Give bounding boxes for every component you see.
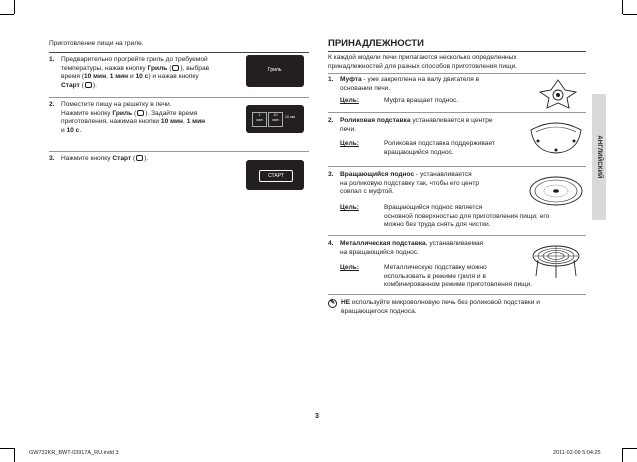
step-1-text: Предварительно прогрейте гриль до требуемой температуры, нажав кнопку Гриль ( ), выбрав время (10 мин, 1 мин и 10 с) и нажав кнопку Старт ( ). (61, 56, 210, 89)
left-intro: Приготовление пищи на гриле. (49, 40, 144, 47)
grill-symbol-icon (172, 65, 179, 71)
item-1-text: Муфта - уже закреплена на валу двигателя в основании печи. (340, 76, 480, 92)
footer-date: 2011-02-09 5:04:25 (553, 450, 601, 456)
section-heading: ПРИНАДЛЕЖНОСТИ (328, 38, 424, 49)
key-10min: 10 мин (268, 112, 283, 127)
item-number: 1. (328, 76, 334, 83)
divider (328, 112, 586, 113)
key-10sec: 10 сек (285, 115, 296, 119)
item-2-text: Роликовая подставка устанавливается в центре печи. (340, 117, 493, 133)
start-symbol-icon (85, 82, 92, 88)
item-number: 3. (328, 171, 334, 178)
crop-mark (623, 14, 637, 15)
step-2-text: Поместите пищу на решетку в печи. Нажмите кнопку Гриль ( ). Задайте время приготовления, нажимая кнопки 10 мин, 1 мин и 10 с. (61, 101, 206, 134)
page-number: 3 (315, 413, 319, 420)
crop-mark (14, 448, 15, 462)
step-number: 1. (49, 56, 55, 63)
divider (328, 294, 586, 295)
language-tab: АНГЛИЙСКИЙ (592, 94, 606, 220)
item-3-goal: Вращающийся поднос является основной поверхностью для приготовления пищи; его можно без труда снять для чистки. (384, 204, 550, 229)
divider (328, 235, 586, 236)
step-3-text: Нажмите кнопку Старт ( ). (61, 155, 149, 162)
step-number: 3. (49, 155, 55, 162)
start-panel-image: СТАРТ (246, 160, 304, 190)
goal-label: Цель: (340, 140, 360, 147)
goal-label: Цель: (340, 264, 360, 271)
turntable-image (528, 174, 584, 208)
item-4-goal: Металлическую подставку можно использовать в режиме гриля и в комбинированном режиме приготовления пищи. (384, 264, 533, 289)
time-panel-image (246, 105, 304, 133)
crop-mark (0, 14, 14, 15)
grill-symbol-icon (137, 110, 144, 116)
crop-mark (623, 448, 637, 449)
item-number: 2. (328, 117, 334, 124)
divider (49, 151, 309, 152)
item-2-goal: Роликовая подставка поддерживает вращающийся поднос. (384, 140, 495, 156)
footer-file: GW732KR_BWT-03917A_RU.indd 3 (29, 450, 119, 456)
goal-label: Цель: (340, 204, 360, 211)
item-number: 4. (328, 240, 334, 247)
crop-mark (622, 0, 623, 14)
divider (328, 51, 586, 52)
crop-mark (0, 448, 14, 449)
coupler-image (536, 76, 580, 112)
item-3-text: Вращающийся поднос - устанавливается на роликовую подставку так, чтобы его центр совпал с муфтой. (340, 171, 480, 196)
item-1-goal: Муфта вращает поднос. (384, 97, 459, 104)
divider (328, 166, 586, 167)
step-number: 2. (49, 101, 55, 108)
metal-rack-image (530, 240, 582, 280)
item-4-text: Металлическая подставка, устанавливаемая на вращающийся поднос. (340, 240, 484, 256)
start-symbol-icon (136, 155, 143, 161)
goal-label: Цель: (340, 97, 360, 104)
roller-ring-image (528, 118, 584, 156)
accessories-intro: К каждой модели печи прилагаются несколько определенных принадлежностей для разных способов приготовления пищи. (328, 54, 518, 70)
note-text: НЕ используйте микроволновую печь без роликовой подставки и вращающегося подноса. (341, 299, 540, 315)
grill-panel-image: Гриль (246, 55, 304, 87)
divider (328, 73, 586, 74)
divider (49, 52, 309, 53)
note-icon: ✎ (329, 300, 336, 306)
key-1min: 1 мин (252, 112, 267, 127)
crop-mark (14, 0, 15, 14)
crop-mark (622, 448, 623, 462)
divider (49, 97, 309, 98)
